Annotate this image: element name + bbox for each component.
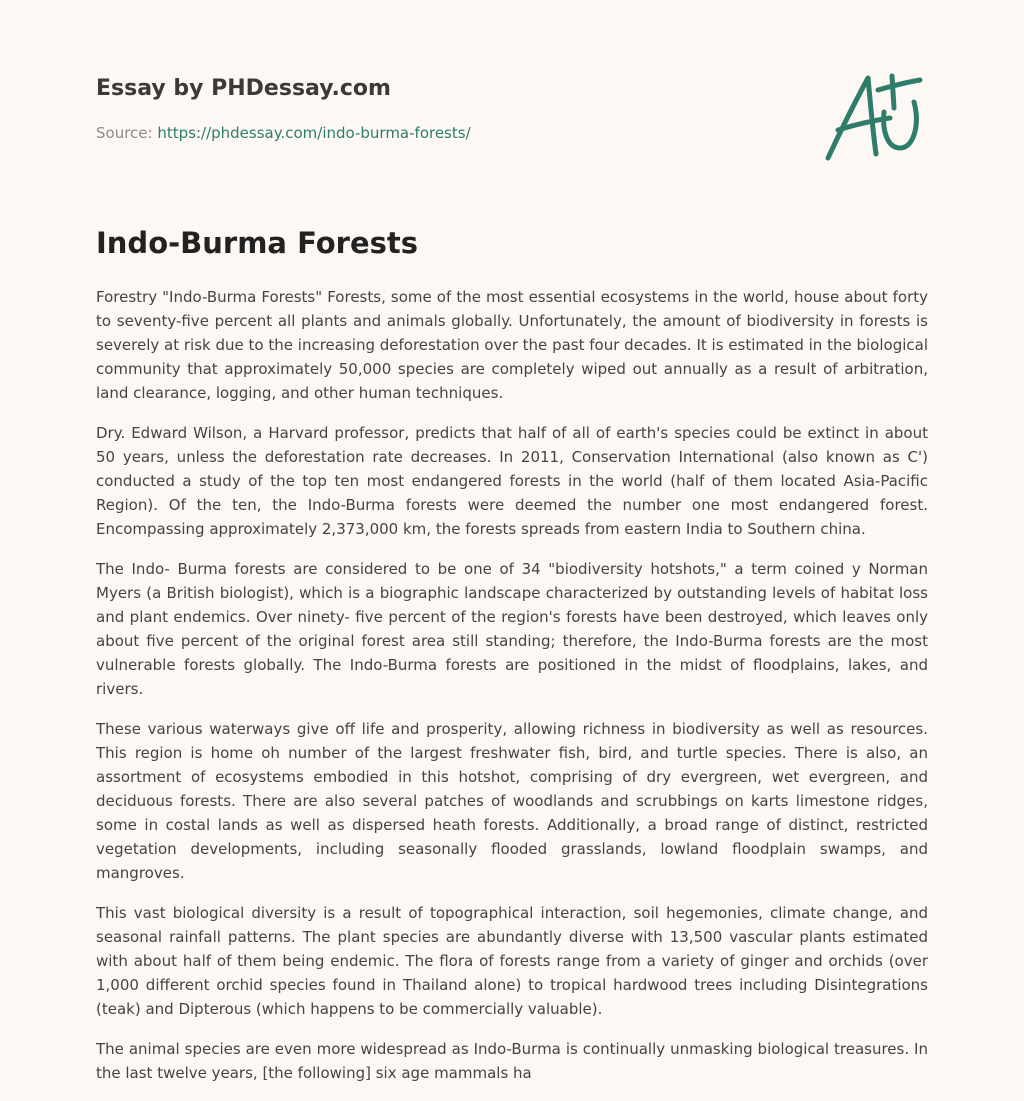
source-line [96, 124, 471, 142]
essay-paragraph: This vast biological diversity is a result of topographical interaction, soil hegemonies, climate change, and seasonal rainfall patterns. The plant species are abundantly diverse with 13,500 vascular plants estimated with about half of them being endemic. The flora of forests range from a variety of ginger and orchids (over 1,000 different orchid species found in Thailand alone) to tropical hardwood trees including Disintegrations (teak) and Dipterous (which happens to be commercially valuable). [96, 904, 928, 1018]
essay-paragraph: These various waterways give off life and prosperity, allowing richness in biodiversity as well as resources. This region is home oh number of the largest freshwater fish, bird, and turtle species. There is also, an assortment of ecosystems embodied in this hotshot, comprising of dry evergreen, wet evergreen, and deciduous forests. There are also several patches of woodlands and scrubbings on karts limestone ridges, some in costal lands as well as dispersed heath forests. Additionally, a broad range of distinct, restricted vegetation developments, including seasonally flooded grasslands, lowland floodplain swamps, and mangroves. [96, 720, 928, 882]
site-title: Essay by PHDessay.com [96, 76, 391, 101]
essay-paragraph: Forestry "Indo-Burma Forests" Forests, some of the most essential ecosystems in the world, house about forty to seventy-five percent all plants and animals globally. Unfortunately, the amount of biodiversity in forests is severely at risk due to the increasing deforestation over the past four decades. It is estimated in the biological community that approximately 50,000 species are completely wiped out annually as a result of arbitration, land clearance, logging, and other human techniques. [96, 288, 928, 402]
essay-paragraph: The Indo- Burma forests are considered to be one of 34 "biodiversity hotshots," a term coined y Norman Myers (a British biologist), which is a biographic landscape characterized by outstanding levels of habitat loss and plant endemics. Over ninety- five percent of the region's forests have been destroyed, which leaves only about five percent of the original forest area still standing; therefore, the Indo-Burma forests are the most vulnerable forests globally. The Indo-Burma forests are positioned in the midst of floodplains, lakes, and rivers. [96, 560, 928, 698]
essay-paragraph: The animal species are even more widespread as Indo-Burma is continually unmasking biological treasures. In the last twelve years, [the following] six age mammals ha [96, 1040, 928, 1082]
essay-body [96, 285, 928, 1101]
source-link[interactable]: https://phdessay.com/indo-burma-forests/ [157, 124, 471, 142]
source-label: Source: [96, 124, 153, 142]
a-plus-logo-icon [822, 68, 928, 164]
essay-paragraph: Dry. Edward Wilson, a Harvard professor, predicts that half of all of earth's species could be extinct in about 50 years, unless the deforestation rate decreases. In 2011, Conservation International (also known as C') conducted a study of the top ten most endangered forests in the world (half of them located Asia-Pacific Region). Of the ten, the Indo-Burma forests were deemed the number one most endangered forest. Encompassing approximately 2,373,000 km, the forests spreads from eastern India to Southern china. [96, 424, 928, 538]
essay-title: Indo-Burma Forests [96, 226, 419, 260]
